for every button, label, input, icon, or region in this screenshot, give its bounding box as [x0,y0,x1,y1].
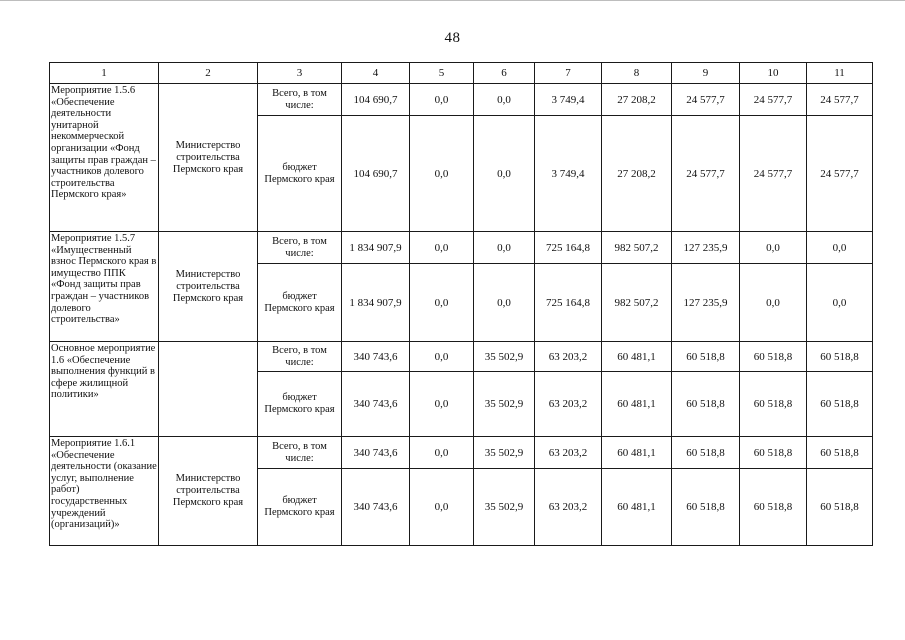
value-cell: 0,0 [474,232,535,264]
value-cell: 0,0 [740,264,807,342]
value-cell: 60 481,1 [602,469,672,546]
value-cell: 60 518,8 [740,469,807,546]
value-cell: 60 518,8 [672,437,740,469]
value-cell: 982 507,2 [602,232,672,264]
value-cell: 725 164,8 [535,264,602,342]
header-cell: 7 [535,63,602,84]
value-cell: 340 743,6 [342,342,410,372]
header-cell: 2 [159,63,258,84]
value-cell: 0,0 [410,264,474,342]
value-cell: 127 235,9 [672,264,740,342]
value-cell: 340 743,6 [342,437,410,469]
value-cell: 3 749,4 [535,116,602,232]
activity-description: Основное мероприятие 1.6 «Обеспечение выполнения функций в сфере жилищной политики» [50,342,159,437]
value-cell: 0,0 [410,469,474,546]
value-cell: 27 208,2 [602,116,672,232]
value-cell: 0,0 [410,116,474,232]
value-cell: 24 577,7 [807,116,873,232]
value-cell: 35 502,9 [474,342,535,372]
value-cell: 60 518,8 [807,372,873,437]
value-cell: 725 164,8 [535,232,602,264]
value-cell: 63 203,2 [535,372,602,437]
funding-source: Всего, в том числе: [258,342,342,372]
executor-cell [159,342,258,437]
value-cell: 60 518,8 [807,437,873,469]
header-cell: 1 [50,63,159,84]
executor-cell: Министерство строительства Пермского края [159,84,258,232]
value-cell: 60 518,8 [740,437,807,469]
header-cell: 3 [258,63,342,84]
funding-source: бюджет Пермского края [258,372,342,437]
header-cell: 10 [740,63,807,84]
value-cell: 60 518,8 [672,342,740,372]
value-cell: 3 749,4 [535,84,602,116]
value-cell: 35 502,9 [474,372,535,437]
value-cell: 35 502,9 [474,469,535,546]
value-cell: 0,0 [410,232,474,264]
executor-cell: Министерство строительства Пермского края [159,437,258,546]
header-cell: 8 [602,63,672,84]
value-cell: 0,0 [474,116,535,232]
value-cell: 340 743,6 [342,372,410,437]
value-cell: 60 481,1 [602,437,672,469]
value-cell: 0,0 [807,264,873,342]
activity-description: Мероприятие 1.5.6 «Обеспечение деятельности унитарной некоммерческой организации «Фонд защиты прав граждан – участников долевого строительства Пермского края» [50,84,159,232]
activity-description: Мероприятие 1.6.1 «Обеспечение деятельности (оказание услуг, выполнение работ) государственных учреждений (организаций)» [50,437,159,546]
value-cell: 60 518,8 [807,342,873,372]
funding-source: Всего, в том числе: [258,437,342,469]
value-cell: 104 690,7 [342,116,410,232]
funding-source: бюджет Пермского края [258,264,342,342]
funding-source: Всего, в том числе: [258,232,342,264]
header-cell: 4 [342,63,410,84]
table-row [50,232,873,264]
value-cell: 0,0 [410,437,474,469]
budget-table [49,62,873,546]
value-cell: 127 235,9 [672,232,740,264]
value-cell: 24 577,7 [672,84,740,116]
funding-source: бюджет Пермского края [258,469,342,546]
value-cell: 63 203,2 [535,342,602,372]
header-cell: 5 [410,63,474,84]
table-row [50,342,873,372]
value-cell: 24 577,7 [672,116,740,232]
value-cell: 24 577,7 [807,84,873,116]
value-cell: 104 690,7 [342,84,410,116]
value-cell: 60 518,8 [740,342,807,372]
value-cell: 60 481,1 [602,342,672,372]
value-cell: 0,0 [410,372,474,437]
value-cell: 0,0 [410,342,474,372]
executor-cell: Министерство строительства Пермского края [159,232,258,342]
value-cell: 60 518,8 [807,469,873,546]
value-cell: 0,0 [410,84,474,116]
value-cell: 60 518,8 [672,469,740,546]
value-cell: 1 834 907,9 [342,232,410,264]
value-cell: 60 518,8 [740,372,807,437]
header-cell: 9 [672,63,740,84]
value-cell: 63 203,2 [535,437,602,469]
value-cell: 0,0 [807,232,873,264]
top-rule [0,0,905,1]
value-cell: 1 834 907,9 [342,264,410,342]
header-cell: 11 [807,63,873,84]
header-cell: 6 [474,63,535,84]
funding-source: Всего, в том числе: [258,84,342,116]
value-cell: 27 208,2 [602,84,672,116]
header-row [50,63,873,84]
value-cell: 24 577,7 [740,84,807,116]
value-cell: 60 518,8 [672,372,740,437]
page-number: 48 [444,30,461,46]
value-cell: 60 481,1 [602,372,672,437]
activity-description: Мероприятие 1.5.7 «Имущественный взнос Пермского края в имущество ППК «Фонд защиты прав граждан – участников долевого строительства» [50,232,159,342]
value-cell: 63 203,2 [535,469,602,546]
table-row [50,437,873,469]
value-cell: 24 577,7 [740,116,807,232]
funding-source: бюджет Пермского края [258,116,342,232]
value-cell: 35 502,9 [474,437,535,469]
table-row [50,84,873,116]
value-cell: 0,0 [474,264,535,342]
value-cell: 0,0 [474,84,535,116]
value-cell: 982 507,2 [602,264,672,342]
value-cell: 0,0 [740,232,807,264]
value-cell: 340 743,6 [342,469,410,546]
